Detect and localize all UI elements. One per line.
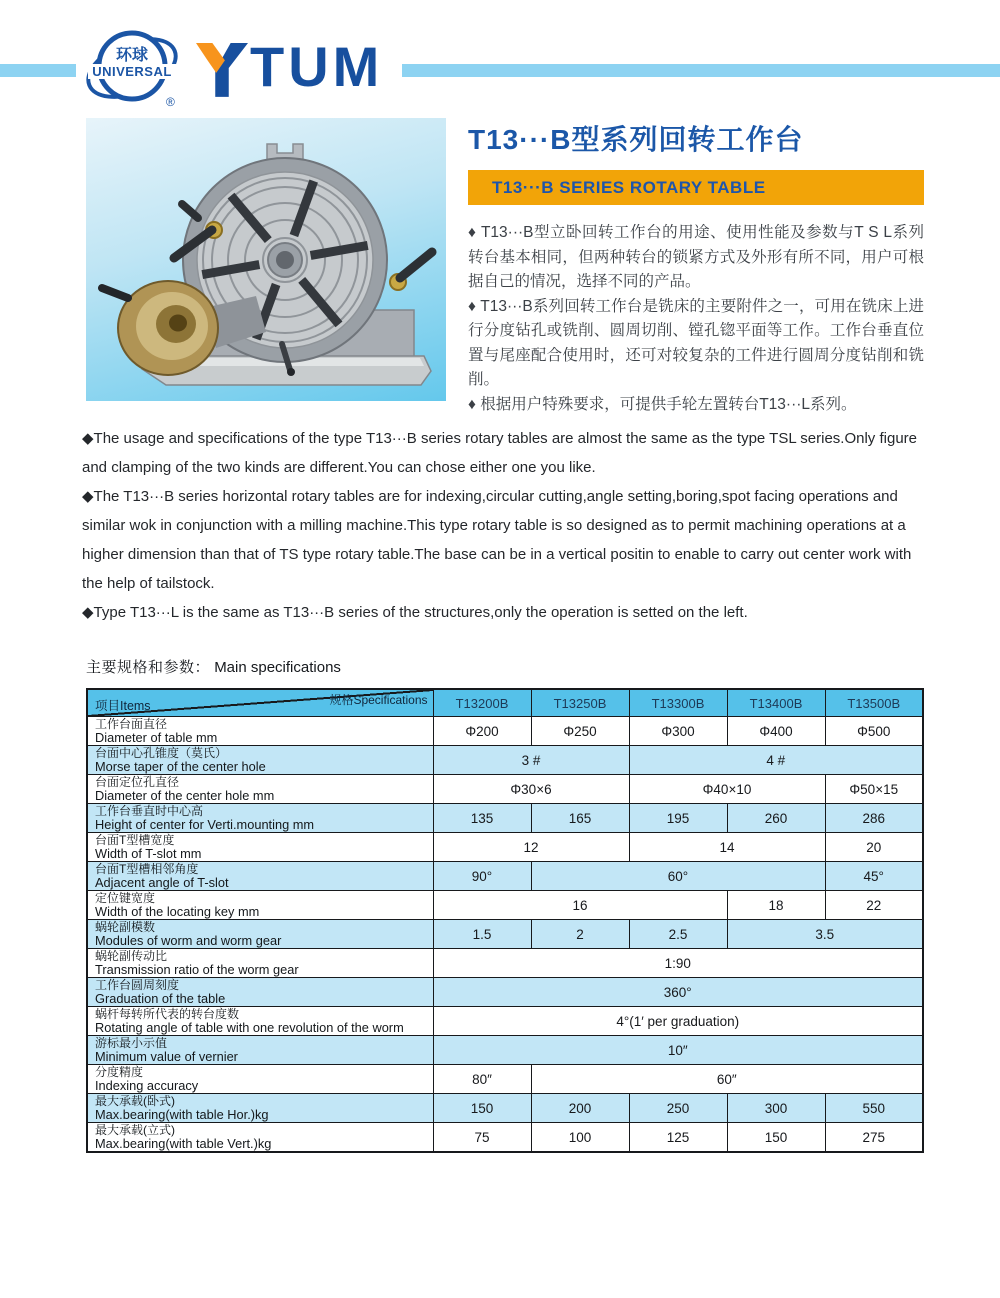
english-description [82,424,924,627]
table-row [87,746,923,775]
specs-heading-en: Main specifications [214,659,341,676]
spec-cell: 150 [727,1123,825,1153]
spec-cell: 100 [531,1123,629,1153]
spec-cell: 14 [629,833,825,862]
specs-heading [86,656,341,677]
header-spec-label: 规格Specifications [329,693,428,707]
chinese-description [468,221,924,417]
table-row [87,804,923,833]
spec-cell: 200 [531,1094,629,1123]
model-column-header: T13200B [433,689,531,717]
row-label: 最大承载(立式) Max.bearing(with table Vert.)kg [87,1123,433,1153]
spec-cell: 4 # [629,746,923,775]
spec-cell: 550 [825,1094,923,1123]
spec-cell: Φ200 [433,717,531,746]
en-bullet: ◆The usage and specifications of the type T13···B series rotary tables are almost the same as the type TSL series.Only figure and clamping of the two kinds are different.You can chose either one you like. [82,430,917,476]
ytum-wordmark [196,35,384,98]
spec-cell: 150 [433,1094,531,1123]
row-label: 工作台垂直时中心高 Height of center for Verti.mounting mm [87,804,433,833]
spec-cell: 125 [629,1123,727,1153]
model-column-header: T13250B [531,689,629,717]
model-column-header: T13400B [727,689,825,717]
spec-cell: 3 # [433,746,629,775]
row-label: 最大承载(卧式) Max.bearing(with table Hor.)kg [87,1094,433,1123]
zh-bullet: ♦ T13···B系列回转工作台是铣床的主要附件之一，可用在铣床上进行分度钻孔或铣削、圆周切削、镗孔锪平面等工作。工作台垂直位置与尾座配合使用时，还可对较复杂的工件进行圆周分度钻削和铣削。 [468,297,924,388]
spec-cell: Φ40×10 [629,775,825,804]
model-column-header: T13500B [825,689,923,717]
spec-cell: Φ400 [727,717,825,746]
table-row [87,978,923,1007]
spec-cell: 2.5 [629,920,727,949]
zh-bullet: ♦ 根据用户特殊要求，可提供手轮左置转台T13···L系列。 [468,395,857,413]
row-label: 台面T型槽相邻角度 Adjacent angle of T-slot [87,862,433,891]
spec-cell: 165 [531,804,629,833]
spec-cell: Φ50×15 [825,775,923,804]
table-row [87,891,923,920]
en-bullet: ◆Type T13···L is the same as T13···B series of the structures,only the operation is setted on the left. [82,604,748,621]
table-row [87,717,923,746]
series-banner [468,170,924,205]
table-row [87,1094,923,1123]
spec-cell: 18 [727,891,825,920]
spec-cell: 2 [531,920,629,949]
spec-cell: 10″ [433,1036,923,1065]
spec-cell: Φ30×6 [433,775,629,804]
row-label: 台面中心孔锥度（莫氏） Morse taper of the center hole [87,746,433,775]
product-intro [468,118,924,417]
series-banner-text: T13···B SERIES ROTARY TABLE [492,177,766,197]
spec-cell: Φ500 [825,717,923,746]
table-row [87,920,923,949]
table-row [87,1036,923,1065]
table-row [87,1007,923,1036]
model-column-header: T13300B [629,689,727,717]
row-label: 定位键宽度 Width of the locating key mm [87,891,433,920]
spec-cell: 12 [433,833,629,862]
spec-cell: 4°(1′ per graduation) [433,1007,923,1036]
page-title: T13···B型系列回转工作台 [468,124,804,155]
rotary-table-illustration [86,118,446,401]
spec-cell: 135 [433,804,531,833]
row-label: 蜗杆每转所代表的转台度数 Rotating angle of table with one revolution of the worm [87,1007,433,1036]
row-label: 台面T型槽宽度 Width of T-slot mm [87,833,433,862]
spec-cell: 20 [825,833,923,862]
spec-cell: 300 [727,1094,825,1123]
row-label: 蜗轮副传动比 Transmission ratio of the worm gear [87,949,433,978]
top-bar-left [0,64,76,77]
ytum-y-glyph [196,40,248,98]
spec-cell: 260 [727,804,825,833]
table-row [87,949,923,978]
spec-cell: 1:90 [433,949,923,978]
specifications-table [86,688,924,1153]
en-bullet: ◆The T13···B series horizontal rotary tables are for indexing,circular cutting,angle setting,boring,spot facing operations and similar wok in conjunction with a milling machine.This type rotary table is so designed as to permit machining operations at a higher dimension than that of TS type rotary table.The base can be in a vertical positin to enable to carry out center work with the help of tailstock. [82,488,912,592]
top-bar-right [402,64,1000,77]
spec-cell: 90° [433,862,531,891]
specs-heading-zh: 主要规格和参数： [86,659,211,676]
header-diagonal-cell [87,689,433,717]
universal-globe-logo [84,22,180,114]
spec-cell: 1.5 [433,920,531,949]
ytum-text: TUM [250,35,384,98]
spec-cell: 195 [629,804,727,833]
spec-cell: 16 [433,891,727,920]
globe-zh-label: 环球 [115,47,149,64]
globe-universal-label: UNIVERSAL [92,64,172,79]
product-photo [86,118,446,401]
zh-bullet: ♦ T13···B型立卧回转工作台的用途、使用性能及参数与T S L系列转台基本相同，但两种转台的锁紧方式及外形有所不同，用户可根据自己的情况，选择不同的产品。 [468,224,924,290]
spec-cell: 286 [825,804,923,833]
spec-cell: 60° [531,862,825,891]
spec-cell: 60″ [531,1065,923,1094]
row-label: 游标最小示值 Minimum value of vernier [87,1036,433,1065]
row-label: 台面定位孔直径 Diameter of the center hole mm [87,775,433,804]
spec-cell: 22 [825,891,923,920]
spec-cell: 275 [825,1123,923,1153]
row-label: 工作台圆周刻度 Graduation of the table [87,978,433,1007]
row-label: 蜗轮副模数 Modules of worm and worm gear [87,920,433,949]
spec-cell: Φ300 [629,717,727,746]
table-row [87,1123,923,1153]
table-row [87,862,923,891]
spec-cell: 3.5 [727,920,923,949]
row-label: 工作台面直径 Diameter of table mm [87,717,433,746]
header-items-label: 项目Items [95,699,151,713]
table-row [87,775,923,804]
spec-cell: 75 [433,1123,531,1153]
spec-cell: 80″ [433,1065,531,1094]
table-row [87,833,923,862]
table-row [87,1065,923,1094]
spec-cell: 45° [825,862,923,891]
spec-cell: 250 [629,1094,727,1123]
spec-cell: Φ250 [531,717,629,746]
registered-mark: ® [166,95,175,109]
spec-cell: 360° [433,978,923,1007]
row-label: 分度精度 Indexing accuracy [87,1065,433,1094]
table-header-row [87,689,923,717]
